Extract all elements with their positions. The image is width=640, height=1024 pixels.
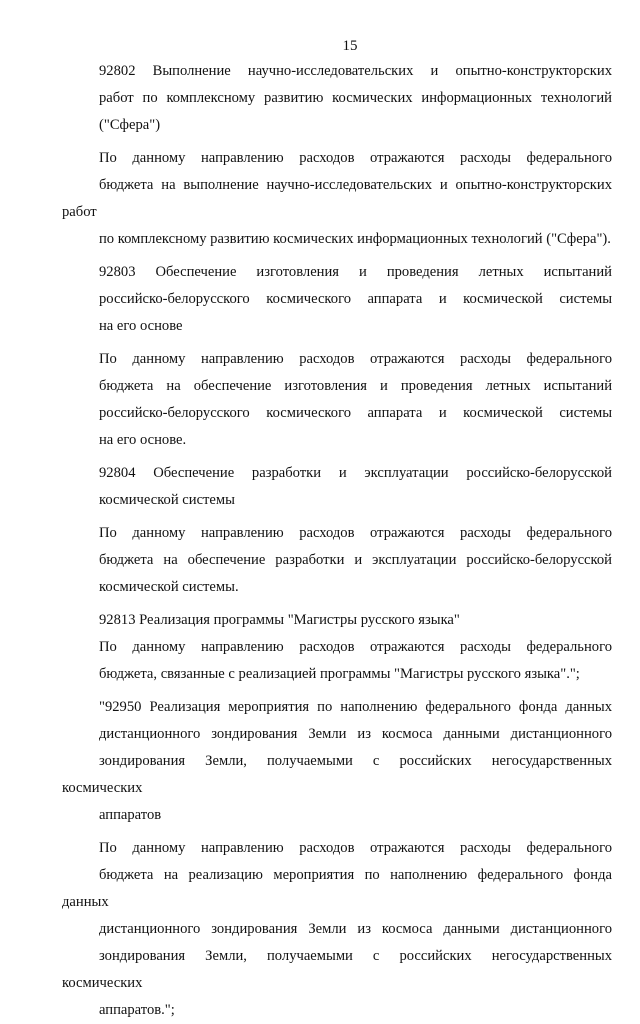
text-line: ("Сфера") xyxy=(99,117,161,133)
text-line: 92802 Выполнение научно-исследовательских и опытно-конструкторских xyxy=(99,63,612,79)
text-line: По данному направлению расходов отражаются расходы федерального xyxy=(99,840,612,856)
paragraph-92803-body xyxy=(62,346,612,454)
paragraph-92802-heading xyxy=(62,58,612,139)
text-line: бюджета на выполнение научно-исследовательских и опытно-конструкторских работ xyxy=(62,177,612,220)
text-line: 92804 Обеспечение разработки и эксплуатации российско-белорусской xyxy=(99,465,612,481)
paragraph-92804-heading xyxy=(62,460,612,514)
text-line: российско-белорусского космического аппарата и космической системы xyxy=(99,405,612,421)
text-line: "92950 Реализация мероприятия по наполнению федерального фонда данных xyxy=(99,699,612,715)
text-line: зондирования Земли, получаемыми с российских негосударственных космических xyxy=(62,948,612,991)
paragraph-92804-body xyxy=(62,520,612,601)
text-line: дистанционного зондирования Земли из космоса данными дистанционного xyxy=(99,921,612,937)
paragraph-92803-heading xyxy=(62,259,612,340)
paragraph-92813-heading xyxy=(62,607,612,634)
text-line: космической системы. xyxy=(99,579,239,595)
text-line: По данному направлению расходов отражаются расходы федерального xyxy=(99,525,612,541)
text-line: российско-белорусского космического аппарата и космической системы xyxy=(99,291,612,307)
paragraph-92950-body xyxy=(62,835,612,1024)
paragraph-92813-body xyxy=(62,634,612,688)
text-line: по комплексному развитию космических информационных технологий ("Сфера"). xyxy=(99,231,611,247)
text-line: зондирования Земли, получаемыми с российских негосударственных космических xyxy=(62,753,612,796)
text-line: дистанционного зондирования Земли из космоса данными дистанционного xyxy=(99,726,612,742)
text-line: 92813 Реализация программы "Магистры русского языка" xyxy=(99,612,460,628)
document-body xyxy=(62,58,612,1024)
text-line: на его основе xyxy=(99,318,183,334)
text-line: аппаратов."; xyxy=(99,1002,175,1018)
text-line: По данному направлению расходов отражаются расходы федерального xyxy=(99,351,612,367)
text-line: По данному направлению расходов отражаются расходы федерального xyxy=(99,639,612,655)
page-number: 15 xyxy=(342,38,358,54)
text-line: 92803 Обеспечение изготовления и проведения летных испытаний xyxy=(99,264,612,280)
text-line: космической системы xyxy=(99,492,235,508)
text-line: бюджета на обеспечение изготовления и проведения летных испытаний xyxy=(99,378,612,394)
paragraph-92950-heading xyxy=(62,694,612,829)
text-line: По данному направлению расходов отражаются расходы федерального xyxy=(99,150,612,166)
text-line: на его основе. xyxy=(99,432,187,448)
text-line: бюджета, связанные с реализацией программы "Магистры русского языка"."; xyxy=(99,666,580,682)
text-line: аппаратов xyxy=(99,807,162,823)
text-line: работ по комплексному развитию космических информационных технологий xyxy=(99,90,612,106)
text-line: бюджета на реализацию мероприятия по наполнению федерального фонда данных xyxy=(62,867,612,910)
paragraph-92802-body xyxy=(62,145,612,253)
text-line: бюджета на обеспечение разработки и эксплуатации российско-белорусской xyxy=(99,552,612,568)
